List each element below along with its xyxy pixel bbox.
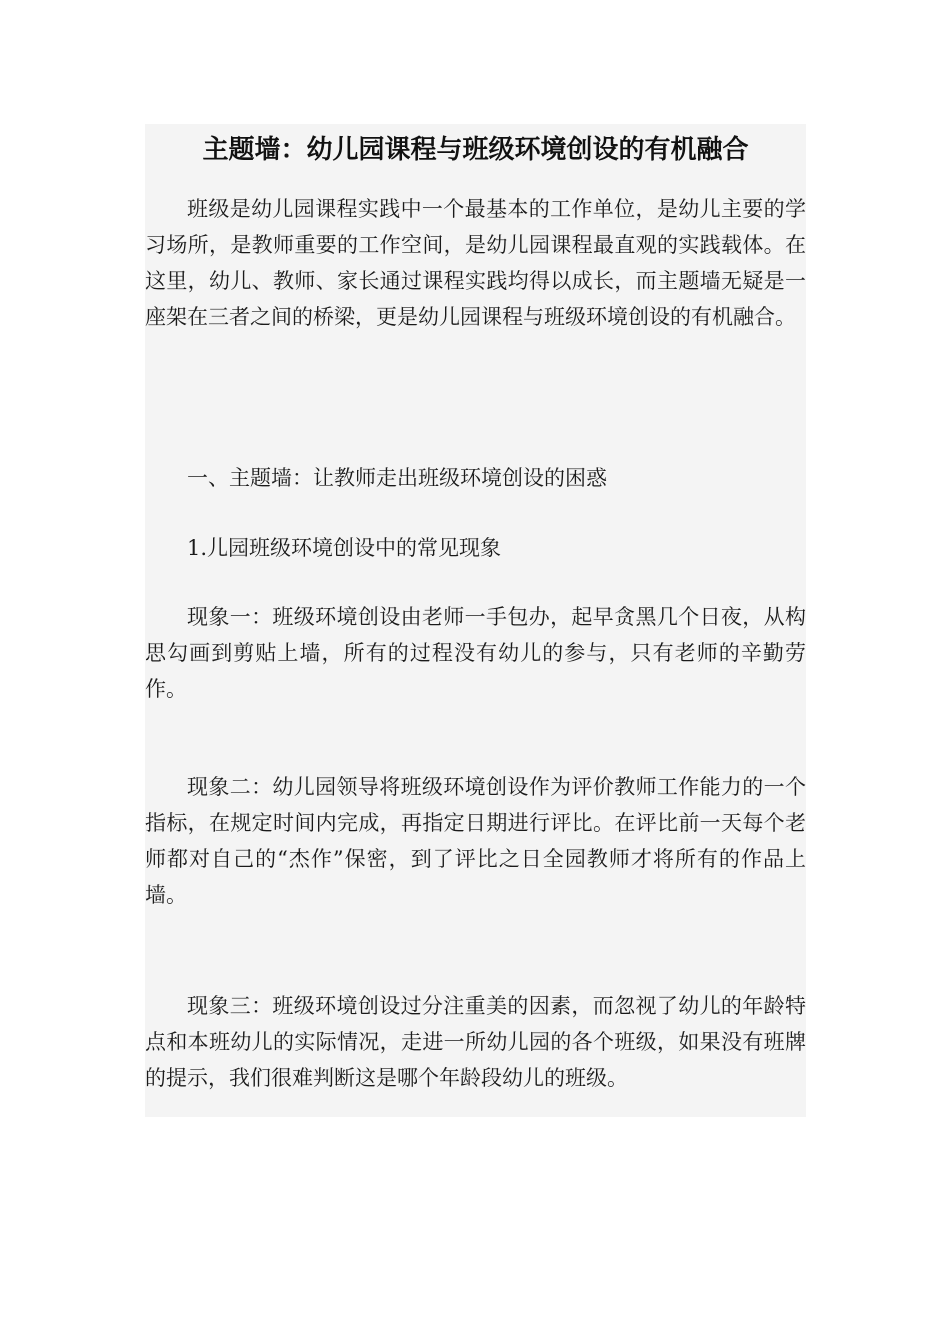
phenomenon-three-paragraph: 现象三：班级环境创设过分注重美的因素，而忽视了幼儿的年龄特点和本班幼儿的实际情况，走进一所幼儿园的各个班级，如果没有班牌的提示，我们很难判断这是哪个年龄段幼儿的班级。 [145,994,806,1090]
section-heading: 一、主题墙：让教师走出班级环境创设的困惑 [187,466,607,490]
document-title: 主题墙：幼儿园课程与班级环境创设的有机融合 [202,135,749,165]
intro-paragraph: 班级是幼儿园课程实践中一个最基本的工作单位，是幼儿主要的学习场所，是教师重要的工作空间，是幼儿园课程最直观的实践载体。在这里，幼儿、教师、家长通过课程实践均得以成长，而主题墙无疑是一座架在三者之间的桥梁，更是幼儿园课程与班级环境创设的有机融合。 [145,197,806,329]
phenomenon-one-paragraph: 现象一：班级环境创设由老师一手包办，起早贪黑几个日夜，从构思勾画到剪贴上墙，所有的过程没有幼儿的参与，只有老师的辛勤劳作。 [145,605,806,701]
subsection-heading: 1.儿园班级环境创设中的常见现象 [187,536,502,560]
phenomenon-two-paragraph: 现象二：幼儿园领导将班级环境创设作为评价教师工作能力的一个指标，在规定时间内完成，再指定日期进行评比。在评比前一天每个老师都对自己的“杰作”保密，到了评比之日全园教师才将所有的作品上墙。 [145,775,806,907]
